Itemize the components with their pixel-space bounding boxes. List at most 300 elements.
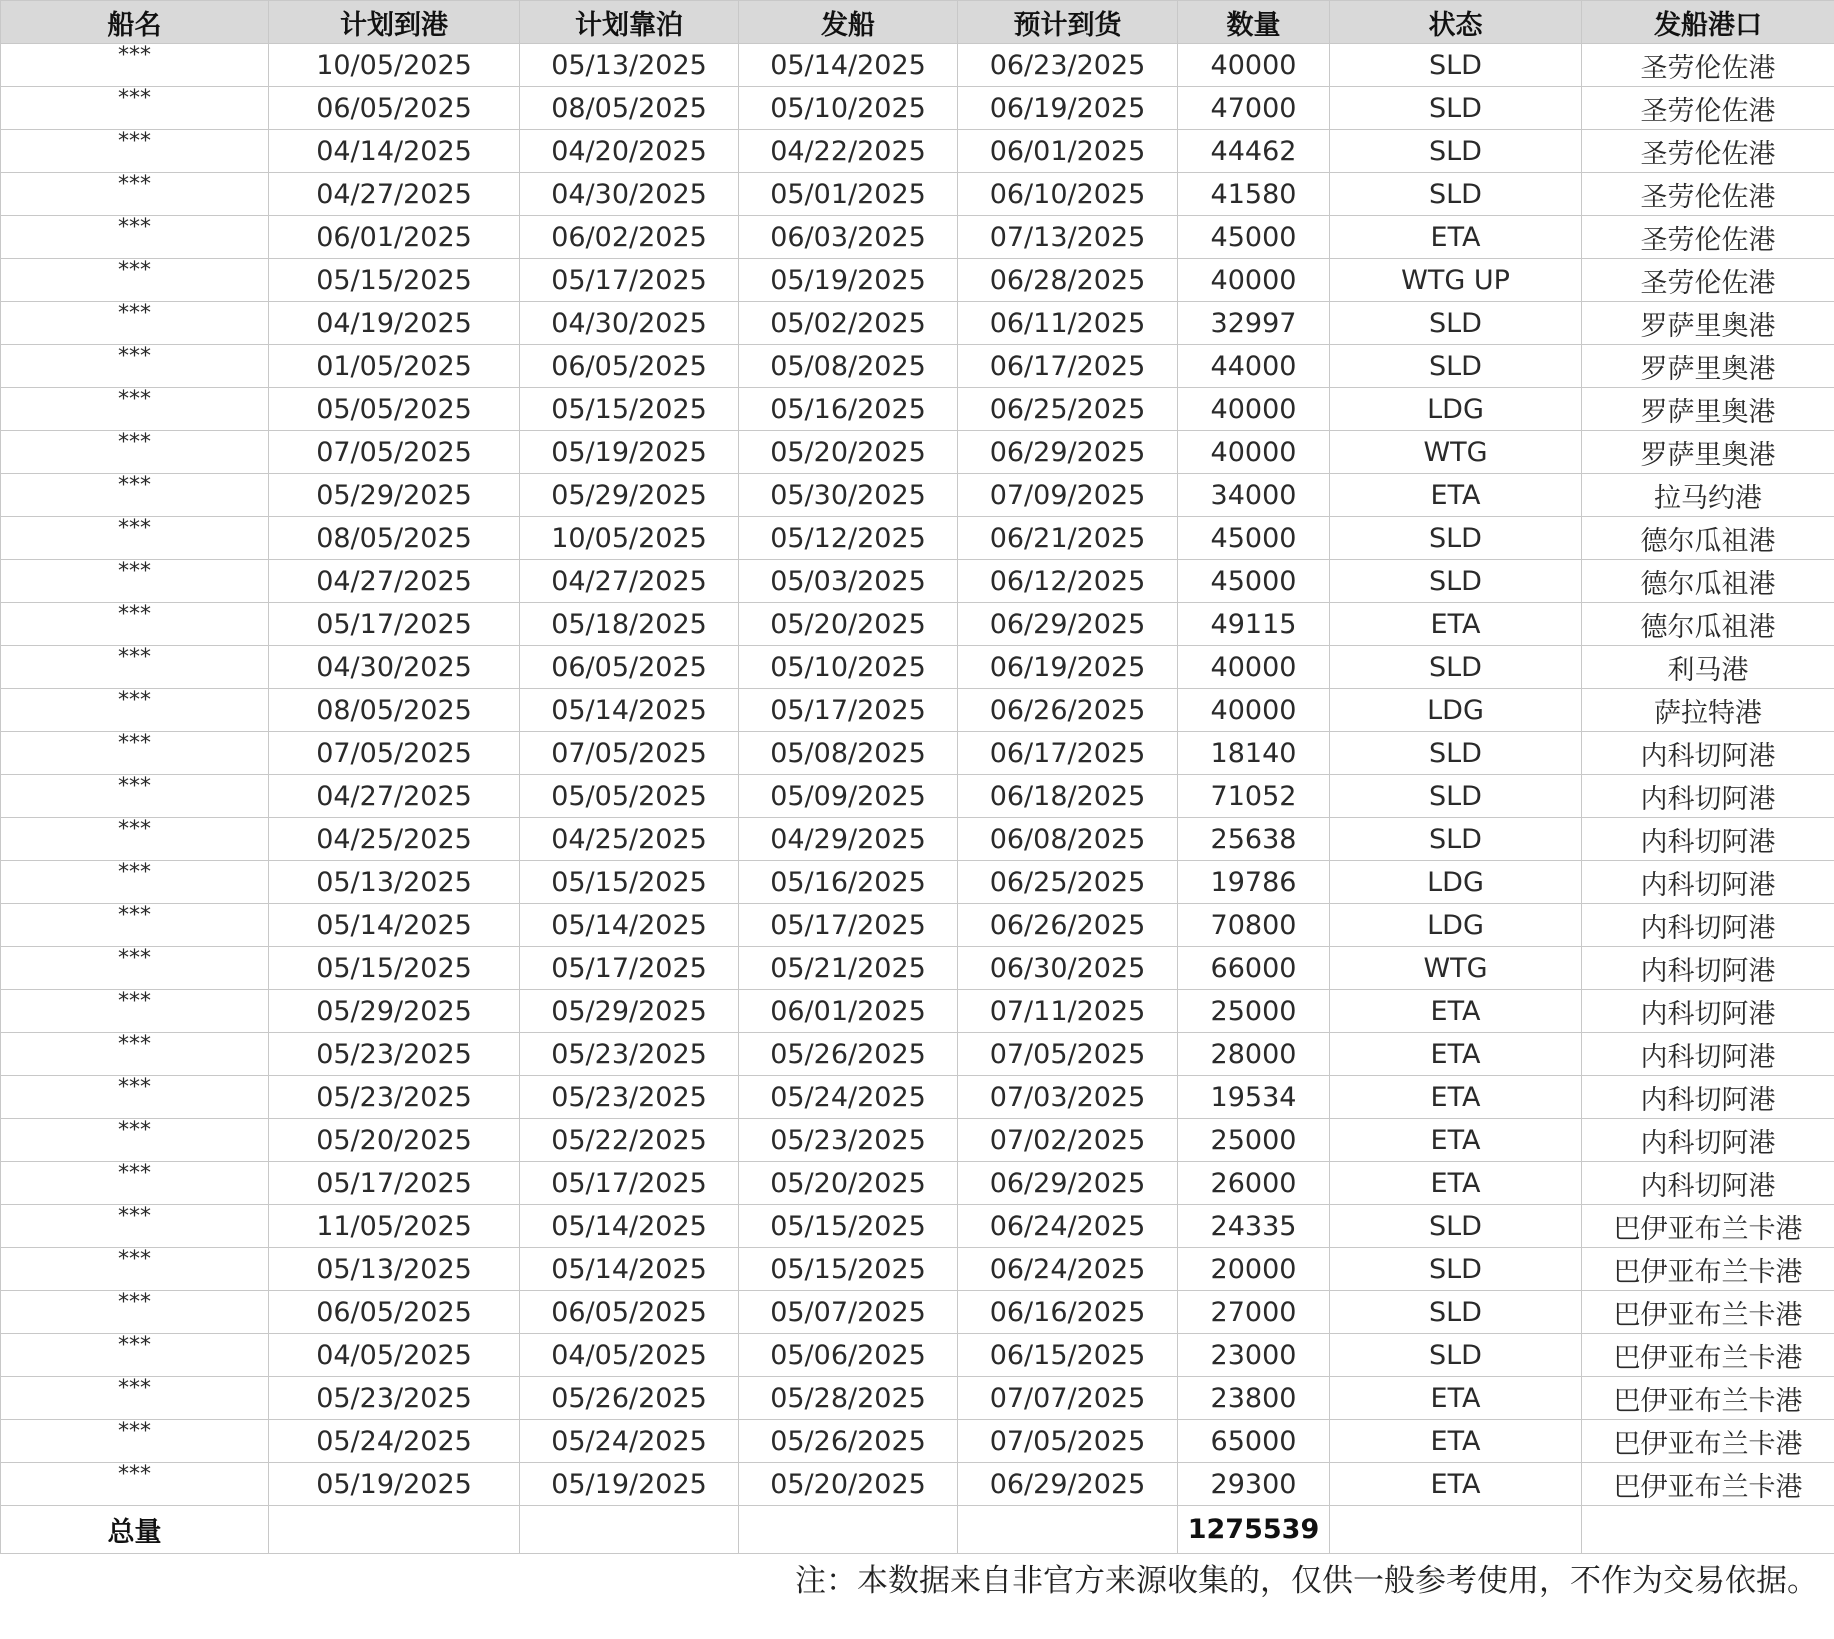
table-row bbox=[1, 904, 1834, 947]
cell-planned-berthing: 05/14/2025 bbox=[520, 1205, 739, 1248]
cell-departure: 05/26/2025 bbox=[739, 1033, 958, 1076]
cell-departure-port: 巴伊亚布兰卡港 bbox=[1582, 1205, 1834, 1248]
cell-planned-arrival: 05/17/2025 bbox=[269, 603, 520, 646]
cell-quantity: 47000 bbox=[1178, 87, 1330, 130]
total-empty-cell bbox=[520, 1506, 739, 1554]
disclaimer-note: 注：本数据来自非官方来源收集的，仅供一般参考使用，不作为交易依据。 bbox=[795, 1563, 1818, 1599]
cell-departure-port: 内科切阿港 bbox=[1582, 1162, 1834, 1205]
table-row bbox=[1, 517, 1834, 560]
table-row bbox=[1, 216, 1834, 259]
cell-status: WTG UP bbox=[1330, 259, 1582, 302]
cell-planned-arrival: 07/05/2025 bbox=[269, 431, 520, 474]
table-row bbox=[1, 1420, 1834, 1463]
cell-quantity: 45000 bbox=[1178, 216, 1330, 259]
cell-quantity: 70800 bbox=[1178, 904, 1330, 947]
cell-expected-delivery: 06/18/2025 bbox=[958, 775, 1178, 818]
cell-planned-berthing: 10/05/2025 bbox=[520, 517, 739, 560]
column-header-departure-port: 发船港口 bbox=[1582, 1, 1834, 44]
cell-expected-delivery: 06/17/2025 bbox=[958, 345, 1178, 388]
cell-departure-port: 圣劳伦佐港 bbox=[1582, 216, 1834, 259]
cell-planned-berthing: 04/27/2025 bbox=[520, 560, 739, 603]
cell-planned-berthing: 04/30/2025 bbox=[520, 173, 739, 216]
cell-departure: 04/29/2025 bbox=[739, 818, 958, 861]
table-row bbox=[1, 1162, 1834, 1205]
cell-ship-name: *** bbox=[1, 259, 269, 302]
cell-expected-delivery: 07/09/2025 bbox=[958, 474, 1178, 517]
cell-expected-delivery: 06/26/2025 bbox=[958, 689, 1178, 732]
cell-quantity: 28000 bbox=[1178, 1033, 1330, 1076]
cell-planned-arrival: 08/05/2025 bbox=[269, 689, 520, 732]
cell-status: SLD bbox=[1330, 646, 1582, 689]
cell-status: ETA bbox=[1330, 1420, 1582, 1463]
cell-status: SLD bbox=[1330, 1248, 1582, 1291]
cell-ship-name: *** bbox=[1, 345, 269, 388]
cell-status: LDG bbox=[1330, 861, 1582, 904]
table-row bbox=[1, 1334, 1834, 1377]
cell-planned-arrival: 04/27/2025 bbox=[269, 775, 520, 818]
cell-quantity: 40000 bbox=[1178, 689, 1330, 732]
cell-ship-name: *** bbox=[1, 431, 269, 474]
cell-planned-arrival: 05/20/2025 bbox=[269, 1119, 520, 1162]
cell-planned-arrival: 10/05/2025 bbox=[269, 44, 520, 87]
cell-ship-name: *** bbox=[1, 517, 269, 560]
cell-quantity: 44000 bbox=[1178, 345, 1330, 388]
cell-status: ETA bbox=[1330, 1463, 1582, 1506]
cell-status: ETA bbox=[1330, 216, 1582, 259]
cell-expected-delivery: 06/29/2025 bbox=[958, 431, 1178, 474]
cell-departure: 05/23/2025 bbox=[739, 1119, 958, 1162]
cell-expected-delivery: 07/07/2025 bbox=[958, 1377, 1178, 1420]
cell-expected-delivery: 06/01/2025 bbox=[958, 130, 1178, 173]
cell-departure-port: 圣劳伦佐港 bbox=[1582, 44, 1834, 87]
cell-departure: 05/24/2025 bbox=[739, 1076, 958, 1119]
cell-status: ETA bbox=[1330, 1076, 1582, 1119]
cell-planned-berthing: 06/05/2025 bbox=[520, 646, 739, 689]
cell-quantity: 19534 bbox=[1178, 1076, 1330, 1119]
cell-planned-berthing: 05/17/2025 bbox=[520, 947, 739, 990]
cell-departure-port: 巴伊亚布兰卡港 bbox=[1582, 1334, 1834, 1377]
header-row bbox=[1, 1, 1834, 44]
cell-departure-port: 罗萨里奥港 bbox=[1582, 388, 1834, 431]
cell-departure-port: 内科切阿港 bbox=[1582, 775, 1834, 818]
cell-quantity: 25000 bbox=[1178, 1119, 1330, 1162]
table-row bbox=[1, 1248, 1834, 1291]
cell-planned-arrival: 04/25/2025 bbox=[269, 818, 520, 861]
cell-expected-delivery: 06/29/2025 bbox=[958, 1162, 1178, 1205]
table-row bbox=[1, 861, 1834, 904]
cell-departure: 04/22/2025 bbox=[739, 130, 958, 173]
cell-departure-port: 圣劳伦佐港 bbox=[1582, 259, 1834, 302]
cell-planned-arrival: 06/05/2025 bbox=[269, 87, 520, 130]
cell-departure: 05/26/2025 bbox=[739, 1420, 958, 1463]
cell-departure-port: 内科切阿港 bbox=[1582, 1119, 1834, 1162]
cell-ship-name: *** bbox=[1, 904, 269, 947]
table-row bbox=[1, 1119, 1834, 1162]
cell-planned-berthing: 05/29/2025 bbox=[520, 990, 739, 1033]
cell-departure-port: 罗萨里奥港 bbox=[1582, 345, 1834, 388]
cell-ship-name: *** bbox=[1, 87, 269, 130]
cell-departure: 05/28/2025 bbox=[739, 1377, 958, 1420]
cell-ship-name: *** bbox=[1, 1162, 269, 1205]
cell-status: WTG bbox=[1330, 431, 1582, 474]
cell-status: SLD bbox=[1330, 44, 1582, 87]
table-row bbox=[1, 689, 1834, 732]
cell-departure-port: 萨拉特港 bbox=[1582, 689, 1834, 732]
cell-planned-berthing: 05/24/2025 bbox=[520, 1420, 739, 1463]
cell-ship-name: *** bbox=[1, 1033, 269, 1076]
cell-expected-delivery: 06/26/2025 bbox=[958, 904, 1178, 947]
cell-ship-name: *** bbox=[1, 560, 269, 603]
cell-status: SLD bbox=[1330, 1291, 1582, 1334]
table-row bbox=[1, 818, 1834, 861]
cell-planned-berthing: 04/20/2025 bbox=[520, 130, 739, 173]
cell-planned-arrival: 04/05/2025 bbox=[269, 1334, 520, 1377]
cell-quantity: 20000 bbox=[1178, 1248, 1330, 1291]
cell-planned-arrival: 05/23/2025 bbox=[269, 1033, 520, 1076]
table-row bbox=[1, 173, 1834, 216]
cell-status: ETA bbox=[1330, 1162, 1582, 1205]
cell-ship-name: *** bbox=[1, 1377, 269, 1420]
cell-planned-arrival: 04/27/2025 bbox=[269, 560, 520, 603]
cell-expected-delivery: 07/11/2025 bbox=[958, 990, 1178, 1033]
table-row bbox=[1, 1033, 1834, 1076]
cell-status: SLD bbox=[1330, 1205, 1582, 1248]
cell-departure: 05/15/2025 bbox=[739, 1248, 958, 1291]
cell-status: LDG bbox=[1330, 689, 1582, 732]
cell-ship-name: *** bbox=[1, 1463, 269, 1506]
cell-quantity: 23800 bbox=[1178, 1377, 1330, 1420]
cell-planned-arrival: 05/13/2025 bbox=[269, 1248, 520, 1291]
cell-departure: 05/08/2025 bbox=[739, 345, 958, 388]
total-label: 总量 bbox=[1, 1506, 269, 1554]
cell-planned-arrival: 06/05/2025 bbox=[269, 1291, 520, 1334]
cell-planned-arrival: 06/01/2025 bbox=[269, 216, 520, 259]
cell-expected-delivery: 06/28/2025 bbox=[958, 259, 1178, 302]
cell-ship-name: *** bbox=[1, 130, 269, 173]
cell-ship-name: *** bbox=[1, 1291, 269, 1334]
cell-quantity: 71052 bbox=[1178, 775, 1330, 818]
table-row bbox=[1, 732, 1834, 775]
cell-expected-delivery: 07/05/2025 bbox=[958, 1420, 1178, 1463]
cell-expected-delivery: 07/13/2025 bbox=[958, 216, 1178, 259]
cell-ship-name: *** bbox=[1, 173, 269, 216]
cell-expected-delivery: 06/29/2025 bbox=[958, 1463, 1178, 1506]
cell-expected-delivery: 06/23/2025 bbox=[958, 44, 1178, 87]
cell-departure-port: 德尔瓜祖港 bbox=[1582, 560, 1834, 603]
column-header-planned-berthing: 计划靠泊 bbox=[520, 1, 739, 44]
cell-quantity: 34000 bbox=[1178, 474, 1330, 517]
cell-planned-berthing: 05/05/2025 bbox=[520, 775, 739, 818]
cell-ship-name: *** bbox=[1, 646, 269, 689]
cell-departure: 05/16/2025 bbox=[739, 388, 958, 431]
cell-ship-name: *** bbox=[1, 474, 269, 517]
cell-expected-delivery: 06/17/2025 bbox=[958, 732, 1178, 775]
cell-planned-berthing: 05/18/2025 bbox=[520, 603, 739, 646]
cell-quantity: 40000 bbox=[1178, 44, 1330, 87]
cell-planned-arrival: 05/15/2025 bbox=[269, 947, 520, 990]
cell-expected-delivery: 06/24/2025 bbox=[958, 1248, 1178, 1291]
cell-planned-arrival: 05/13/2025 bbox=[269, 861, 520, 904]
cell-planned-berthing: 06/05/2025 bbox=[520, 345, 739, 388]
cell-status: SLD bbox=[1330, 732, 1582, 775]
cell-departure-port: 内科切阿港 bbox=[1582, 861, 1834, 904]
cell-ship-name: *** bbox=[1, 302, 269, 345]
cell-planned-berthing: 05/26/2025 bbox=[520, 1377, 739, 1420]
cell-ship-name: *** bbox=[1, 603, 269, 646]
cell-ship-name: *** bbox=[1, 990, 269, 1033]
cell-planned-arrival: 11/05/2025 bbox=[269, 1205, 520, 1248]
cell-departure-port: 利马港 bbox=[1582, 646, 1834, 689]
cell-expected-delivery: 06/10/2025 bbox=[958, 173, 1178, 216]
cell-departure-port: 巴伊亚布兰卡港 bbox=[1582, 1248, 1834, 1291]
cell-expected-delivery: 06/21/2025 bbox=[958, 517, 1178, 560]
cell-expected-delivery: 06/16/2025 bbox=[958, 1291, 1178, 1334]
cell-departure: 05/02/2025 bbox=[739, 302, 958, 345]
cell-planned-arrival: 05/19/2025 bbox=[269, 1463, 520, 1506]
cell-departure: 05/09/2025 bbox=[739, 775, 958, 818]
table-row bbox=[1, 560, 1834, 603]
cell-planned-berthing: 04/05/2025 bbox=[520, 1334, 739, 1377]
table-row bbox=[1, 431, 1834, 474]
cell-ship-name: *** bbox=[1, 1248, 269, 1291]
cell-departure-port: 巴伊亚布兰卡港 bbox=[1582, 1377, 1834, 1420]
table-header bbox=[1, 1, 1834, 44]
cell-status: ETA bbox=[1330, 1119, 1582, 1162]
cell-expected-delivery: 06/12/2025 bbox=[958, 560, 1178, 603]
cell-planned-arrival: 05/17/2025 bbox=[269, 1162, 520, 1205]
cell-planned-arrival: 05/05/2025 bbox=[269, 388, 520, 431]
cell-departure: 05/06/2025 bbox=[739, 1334, 958, 1377]
table-row bbox=[1, 302, 1834, 345]
table-row bbox=[1, 1463, 1834, 1506]
table-row bbox=[1, 1291, 1834, 1334]
cell-quantity: 65000 bbox=[1178, 1420, 1330, 1463]
cell-planned-berthing: 05/29/2025 bbox=[520, 474, 739, 517]
cell-quantity: 40000 bbox=[1178, 388, 1330, 431]
cell-quantity: 45000 bbox=[1178, 560, 1330, 603]
cell-status: SLD bbox=[1330, 302, 1582, 345]
cell-departure: 06/03/2025 bbox=[739, 216, 958, 259]
cell-ship-name: *** bbox=[1, 947, 269, 990]
table-row bbox=[1, 44, 1834, 87]
cell-ship-name: *** bbox=[1, 44, 269, 87]
cell-departure: 05/08/2025 bbox=[739, 732, 958, 775]
cell-ship-name: *** bbox=[1, 689, 269, 732]
cell-departure: 05/14/2025 bbox=[739, 44, 958, 87]
cell-ship-name: *** bbox=[1, 1119, 269, 1162]
cell-quantity: 41580 bbox=[1178, 173, 1330, 216]
cell-quantity: 27000 bbox=[1178, 1291, 1330, 1334]
cell-planned-berthing: 05/15/2025 bbox=[520, 388, 739, 431]
cell-departure-port: 巴伊亚布兰卡港 bbox=[1582, 1463, 1834, 1506]
cell-planned-arrival: 05/23/2025 bbox=[269, 1377, 520, 1420]
cell-ship-name: *** bbox=[1, 1205, 269, 1248]
cell-planned-arrival: 05/14/2025 bbox=[269, 904, 520, 947]
table-row bbox=[1, 603, 1834, 646]
cell-planned-berthing: 05/14/2025 bbox=[520, 689, 739, 732]
cell-expected-delivery: 06/25/2025 bbox=[958, 861, 1178, 904]
cell-departure: 05/20/2025 bbox=[739, 431, 958, 474]
cell-planned-berthing: 04/25/2025 bbox=[520, 818, 739, 861]
cell-status: SLD bbox=[1330, 560, 1582, 603]
cell-quantity: 40000 bbox=[1178, 646, 1330, 689]
cell-planned-arrival: 01/05/2025 bbox=[269, 345, 520, 388]
cell-departure: 05/10/2025 bbox=[739, 87, 958, 130]
cell-departure-port: 圣劳伦佐港 bbox=[1582, 87, 1834, 130]
table-footer bbox=[1, 1506, 1834, 1554]
cell-planned-berthing: 06/02/2025 bbox=[520, 216, 739, 259]
cell-planned-arrival: 07/05/2025 bbox=[269, 732, 520, 775]
cell-planned-berthing: 05/22/2025 bbox=[520, 1119, 739, 1162]
table-row bbox=[1, 646, 1834, 689]
cell-planned-berthing: 04/30/2025 bbox=[520, 302, 739, 345]
cell-status: SLD bbox=[1330, 87, 1582, 130]
cell-departure: 05/12/2025 bbox=[739, 517, 958, 560]
table-row bbox=[1, 87, 1834, 130]
cell-departure-port: 德尔瓜祖港 bbox=[1582, 517, 1834, 560]
column-header-quantity: 数量 bbox=[1178, 1, 1330, 44]
cell-planned-arrival: 08/05/2025 bbox=[269, 517, 520, 560]
cell-status: SLD bbox=[1330, 818, 1582, 861]
total-empty-cell bbox=[739, 1506, 958, 1554]
cell-departure-port: 圣劳伦佐港 bbox=[1582, 173, 1834, 216]
cell-departure: 05/19/2025 bbox=[739, 259, 958, 302]
cell-quantity: 24335 bbox=[1178, 1205, 1330, 1248]
cell-departure-port: 内科切阿港 bbox=[1582, 818, 1834, 861]
table-row bbox=[1, 259, 1834, 302]
cell-status: SLD bbox=[1330, 1334, 1582, 1377]
cell-departure: 05/03/2025 bbox=[739, 560, 958, 603]
table-row bbox=[1, 1076, 1834, 1119]
cell-status: SLD bbox=[1330, 130, 1582, 173]
cell-departure-port: 巴伊亚布兰卡港 bbox=[1582, 1420, 1834, 1463]
cell-departure-port: 内科切阿港 bbox=[1582, 732, 1834, 775]
cell-status: LDG bbox=[1330, 904, 1582, 947]
column-header-departure: 发船 bbox=[739, 1, 958, 44]
table-row bbox=[1, 1377, 1834, 1420]
cell-planned-arrival: 05/29/2025 bbox=[269, 990, 520, 1033]
cell-ship-name: *** bbox=[1, 732, 269, 775]
cell-quantity: 29300 bbox=[1178, 1463, 1330, 1506]
cell-status: SLD bbox=[1330, 173, 1582, 216]
cell-departure-port: 内科切阿港 bbox=[1582, 904, 1834, 947]
cell-expected-delivery: 06/19/2025 bbox=[958, 646, 1178, 689]
cell-departure-port: 罗萨里奥港 bbox=[1582, 431, 1834, 474]
cell-ship-name: *** bbox=[1, 388, 269, 431]
cell-departure-port: 圣劳伦佐港 bbox=[1582, 130, 1834, 173]
cell-quantity: 32997 bbox=[1178, 302, 1330, 345]
cell-status: ETA bbox=[1330, 603, 1582, 646]
cell-planned-berthing: 05/14/2025 bbox=[520, 1248, 739, 1291]
cell-departure-port: 德尔瓜祖港 bbox=[1582, 603, 1834, 646]
cell-departure-port: 罗萨里奥港 bbox=[1582, 302, 1834, 345]
cell-expected-delivery: 06/24/2025 bbox=[958, 1205, 1178, 1248]
cell-status: SLD bbox=[1330, 775, 1582, 818]
cell-planned-arrival: 05/24/2025 bbox=[269, 1420, 520, 1463]
cell-departure: 05/30/2025 bbox=[739, 474, 958, 517]
cell-ship-name: *** bbox=[1, 1334, 269, 1377]
cell-ship-name: *** bbox=[1, 1076, 269, 1119]
cell-departure: 05/20/2025 bbox=[739, 603, 958, 646]
cell-planned-arrival: 05/23/2025 bbox=[269, 1076, 520, 1119]
cell-quantity: 26000 bbox=[1178, 1162, 1330, 1205]
cell-planned-berthing: 05/19/2025 bbox=[520, 431, 739, 474]
total-empty-cell bbox=[1582, 1506, 1834, 1554]
cell-departure-port: 巴伊亚布兰卡港 bbox=[1582, 1291, 1834, 1334]
total-row bbox=[1, 1506, 1834, 1554]
cell-planned-berthing: 05/13/2025 bbox=[520, 44, 739, 87]
cell-quantity: 44462 bbox=[1178, 130, 1330, 173]
table-row bbox=[1, 130, 1834, 173]
cell-planned-arrival: 04/30/2025 bbox=[269, 646, 520, 689]
cell-quantity: 25000 bbox=[1178, 990, 1330, 1033]
cell-departure-port: 内科切阿港 bbox=[1582, 947, 1834, 990]
cell-expected-delivery: 06/19/2025 bbox=[958, 87, 1178, 130]
cell-departure-port: 内科切阿港 bbox=[1582, 1033, 1834, 1076]
cell-planned-berthing: 05/15/2025 bbox=[520, 861, 739, 904]
cell-planned-berthing: 05/19/2025 bbox=[520, 1463, 739, 1506]
cell-planned-arrival: 05/29/2025 bbox=[269, 474, 520, 517]
cell-quantity: 49115 bbox=[1178, 603, 1330, 646]
cell-departure: 06/01/2025 bbox=[739, 990, 958, 1033]
cell-planned-arrival: 04/19/2025 bbox=[269, 302, 520, 345]
cell-planned-berthing: 08/05/2025 bbox=[520, 87, 739, 130]
cell-status: ETA bbox=[1330, 990, 1582, 1033]
cell-planned-arrival: 04/14/2025 bbox=[269, 130, 520, 173]
cell-planned-berthing: 05/23/2025 bbox=[520, 1033, 739, 1076]
column-header-expected-delivery: 预计到货 bbox=[958, 1, 1178, 44]
cell-ship-name: *** bbox=[1, 775, 269, 818]
cell-quantity: 23000 bbox=[1178, 1334, 1330, 1377]
total-empty-cell bbox=[1330, 1506, 1582, 1554]
total-empty-cell bbox=[269, 1506, 520, 1554]
cell-planned-berthing: 05/17/2025 bbox=[520, 259, 739, 302]
cell-expected-delivery: 07/05/2025 bbox=[958, 1033, 1178, 1076]
table-body bbox=[1, 44, 1834, 1506]
cell-status: LDG bbox=[1330, 388, 1582, 431]
cell-departure: 05/16/2025 bbox=[739, 861, 958, 904]
cell-departure: 05/17/2025 bbox=[739, 904, 958, 947]
cell-departure: 05/01/2025 bbox=[739, 173, 958, 216]
cell-quantity: 40000 bbox=[1178, 259, 1330, 302]
cell-expected-delivery: 06/30/2025 bbox=[958, 947, 1178, 990]
cell-ship-name: *** bbox=[1, 216, 269, 259]
cell-departure: 05/07/2025 bbox=[739, 1291, 958, 1334]
cell-expected-delivery: 06/08/2025 bbox=[958, 818, 1178, 861]
cell-ship-name: *** bbox=[1, 818, 269, 861]
column-header-status: 状态 bbox=[1330, 1, 1582, 44]
cell-quantity: 18140 bbox=[1178, 732, 1330, 775]
cell-departure-port: 内科切阿港 bbox=[1582, 990, 1834, 1033]
cell-departure: 05/20/2025 bbox=[739, 1463, 958, 1506]
cell-planned-berthing: 06/05/2025 bbox=[520, 1291, 739, 1334]
cell-departure: 05/20/2025 bbox=[739, 1162, 958, 1205]
cell-ship-name: *** bbox=[1, 1420, 269, 1463]
total-empty-cell bbox=[958, 1506, 1178, 1554]
table-row bbox=[1, 474, 1834, 517]
cell-status: SLD bbox=[1330, 345, 1582, 388]
cell-departure-port: 拉马约港 bbox=[1582, 474, 1834, 517]
table-row bbox=[1, 388, 1834, 431]
total-quantity: 1275539 bbox=[1178, 1506, 1330, 1554]
cell-expected-delivery: 06/15/2025 bbox=[958, 1334, 1178, 1377]
cell-departure: 05/10/2025 bbox=[739, 646, 958, 689]
table-row bbox=[1, 775, 1834, 818]
cell-quantity: 45000 bbox=[1178, 517, 1330, 560]
cell-status: ETA bbox=[1330, 1377, 1582, 1420]
cell-quantity: 40000 bbox=[1178, 431, 1330, 474]
table-row bbox=[1, 947, 1834, 990]
